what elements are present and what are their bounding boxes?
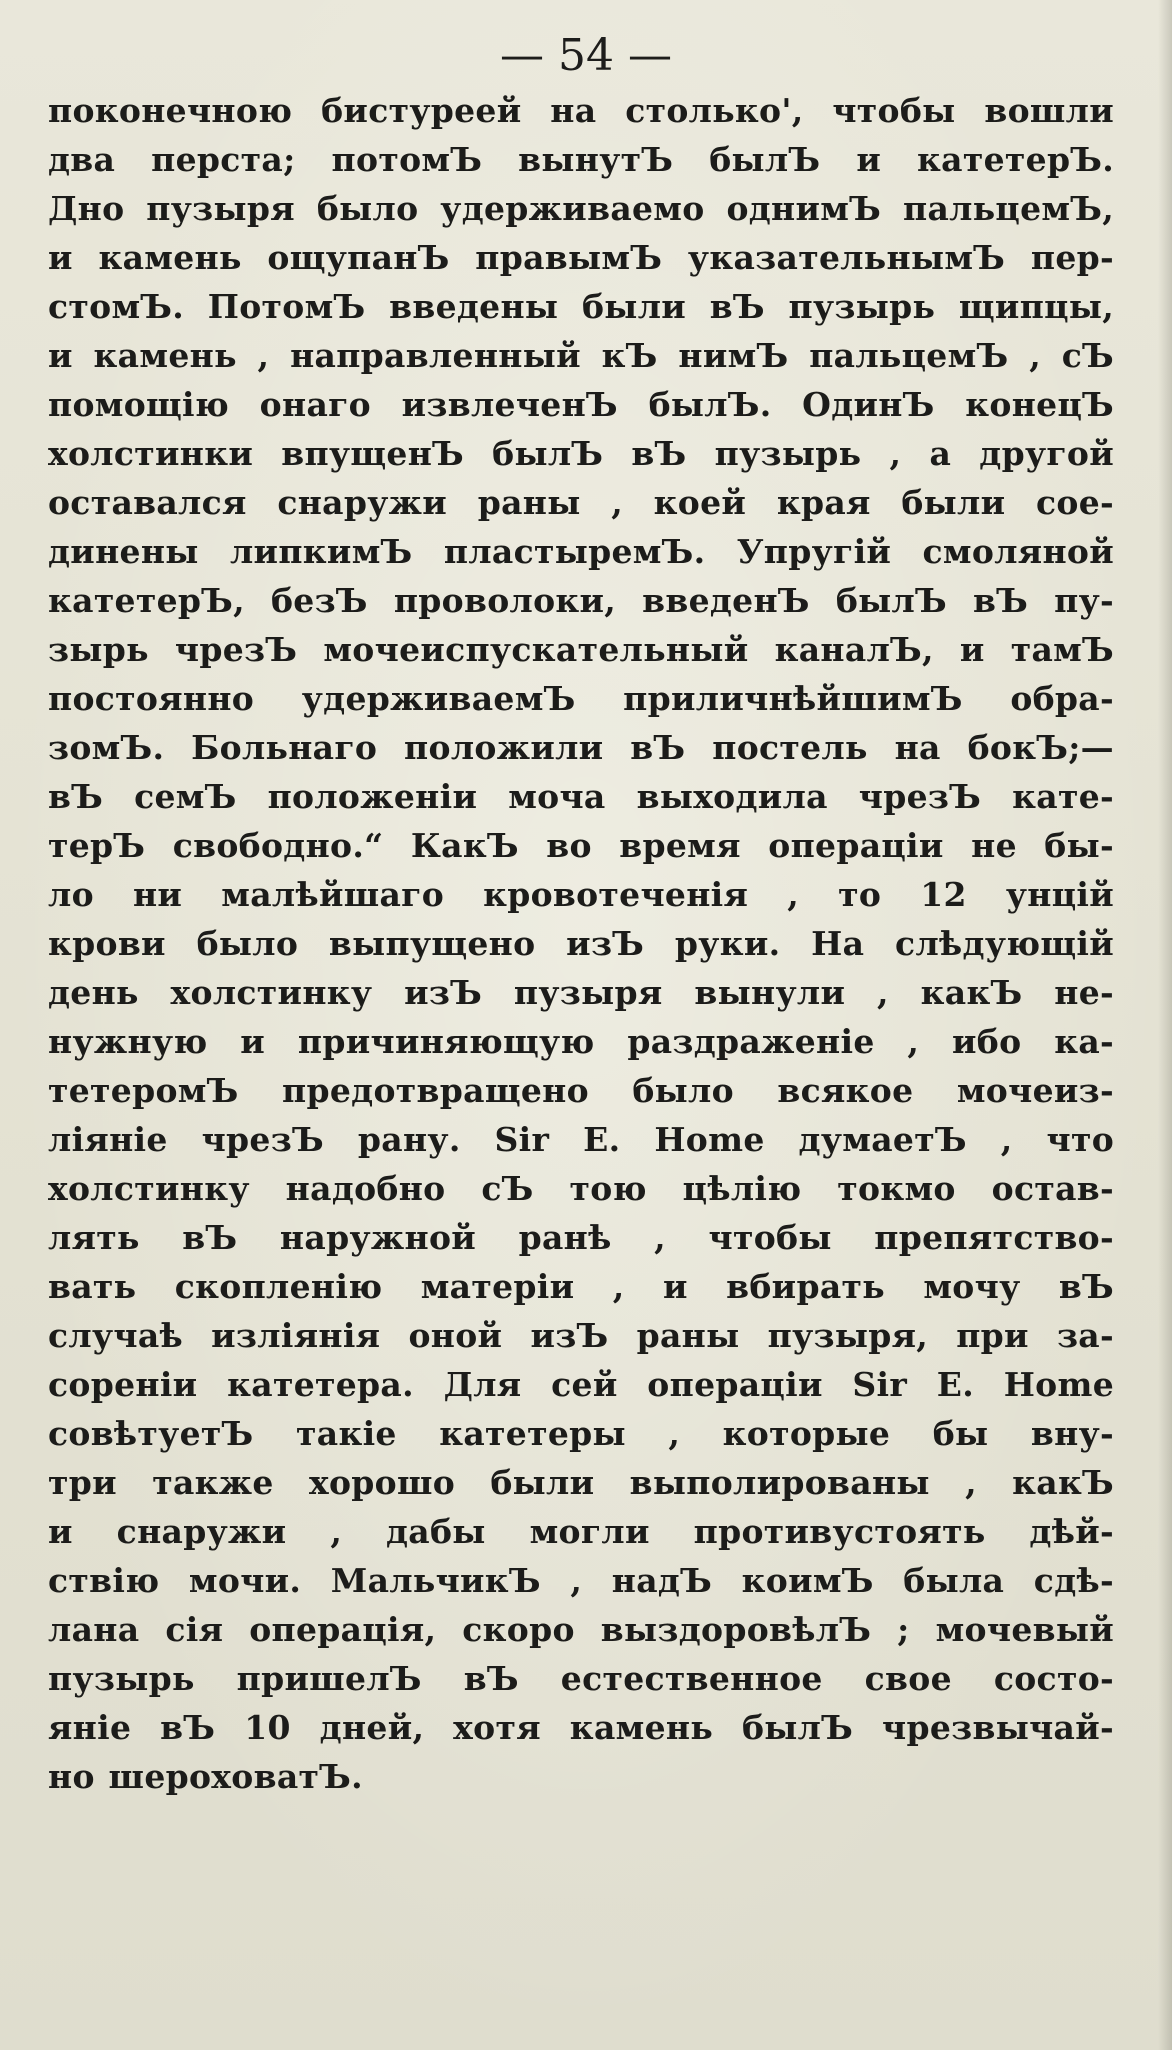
text-line: лять вЪ наружной ранѣ , чтобы препятство- (48, 1218, 1114, 1257)
text-line: ло ни малѣйшаго кровотеченія , то 12 унцій (48, 875, 1114, 914)
text-line: пузырь пришелЪ вЪ естественное свое состо- (48, 1659, 1114, 1698)
text-line: нужную и причиняющую раздраженіе , ибо ка- (48, 1022, 1114, 1061)
text-line: крови было выпущено изЪ руки. На слѣдующій (48, 924, 1114, 963)
text-line: яніе вЪ 10 дней, хотя камень былЪ чрезвычай- (48, 1708, 1114, 1747)
text-line: ліяніе чрезЪ рану. Sir E. Home думаетЪ , что (48, 1120, 1114, 1159)
text-line: помощію онаго извлеченЪ былЪ. ОдинЪ конецЪ (48, 385, 1114, 424)
text-line: сореніи катетера. Для сей операціи Sir E. Home (48, 1365, 1114, 1404)
text-line: терЪ свободно.“ КакЪ во время операціи не бы- (48, 826, 1114, 865)
text-line: но шероховатЪ. (48, 1757, 363, 1796)
text-line: случаѣ изліянія оной изЪ раны пузыря, при за- (48, 1316, 1114, 1355)
text-line: совѣтуетЪ такіе катетеры , которые бы вну- (48, 1414, 1114, 1453)
text-line: два перста; потомЪ вынутЪ былЪ и катетерЪ. (48, 140, 1114, 179)
text-line: стомЪ. ПотомЪ введены были вЪ пузырь щипцы, (48, 287, 1114, 326)
text-line: зомЪ. Больнаго положили вЪ постель на бокЪ;— (48, 728, 1114, 767)
text-line: оставался снаружи раны , коей края были сое- (48, 483, 1114, 522)
text-line: ствію мочи. МальчикЪ , надЪ коимЪ была сдѣ- (48, 1561, 1114, 1600)
text-line: и камень ощупанЪ правымЪ указательнымЪ пер- (48, 238, 1114, 277)
text-line: зырь чрезЪ мочеиспускательный каналЪ, и тамЪ (48, 630, 1114, 669)
text-line: тетеромЪ предотвращено было всякое мочеиз- (48, 1071, 1114, 1110)
body-text (48, 86, 1114, 1801)
text-line: динены липкимЪ пластыремЪ. Упругій смоляной (48, 532, 1114, 571)
text-line: вать скопленію матеріи , и вбирать мочу вЪ (48, 1267, 1114, 1306)
text-line: холстинку надобно сЪ тою цѣлію токмо остав- (48, 1169, 1114, 1208)
page-number: — 54 — (500, 30, 672, 81)
text-line: поконечною бистуреей на столько', чтобы вошли (48, 91, 1114, 130)
text-line: Дно пузыря было удерживаемо однимЪ пальцемЪ, (48, 189, 1114, 228)
text-line: лана сія операція, скоро выздоровѣлЪ ; мочевый (48, 1610, 1114, 1649)
text-line: три также хорошо были выполированы , какЪ (48, 1463, 1114, 1502)
text-line: и снаружи , дабы могли противустоять дѣй- (48, 1512, 1114, 1551)
text-line: постоянно удерживаемЪ приличнѣйшимЪ обра- (48, 679, 1114, 718)
page-edge-shadow (1158, 0, 1172, 2050)
text-line: вЪ семЪ положеніи моча выходила чрезЪ кате- (48, 777, 1114, 816)
text-line: холстинки впущенЪ былЪ вЪ пузырь , а другой (48, 434, 1114, 473)
text-line: и камень , направленный кЪ нимЪ пальцемЪ , сЪ (48, 336, 1114, 375)
text-line: день холстинку изЪ пузыря вынули , какЪ не- (48, 973, 1114, 1012)
text-line: катетерЪ, безЪ проволоки, введенЪ былЪ вЪ пу- (48, 581, 1114, 620)
